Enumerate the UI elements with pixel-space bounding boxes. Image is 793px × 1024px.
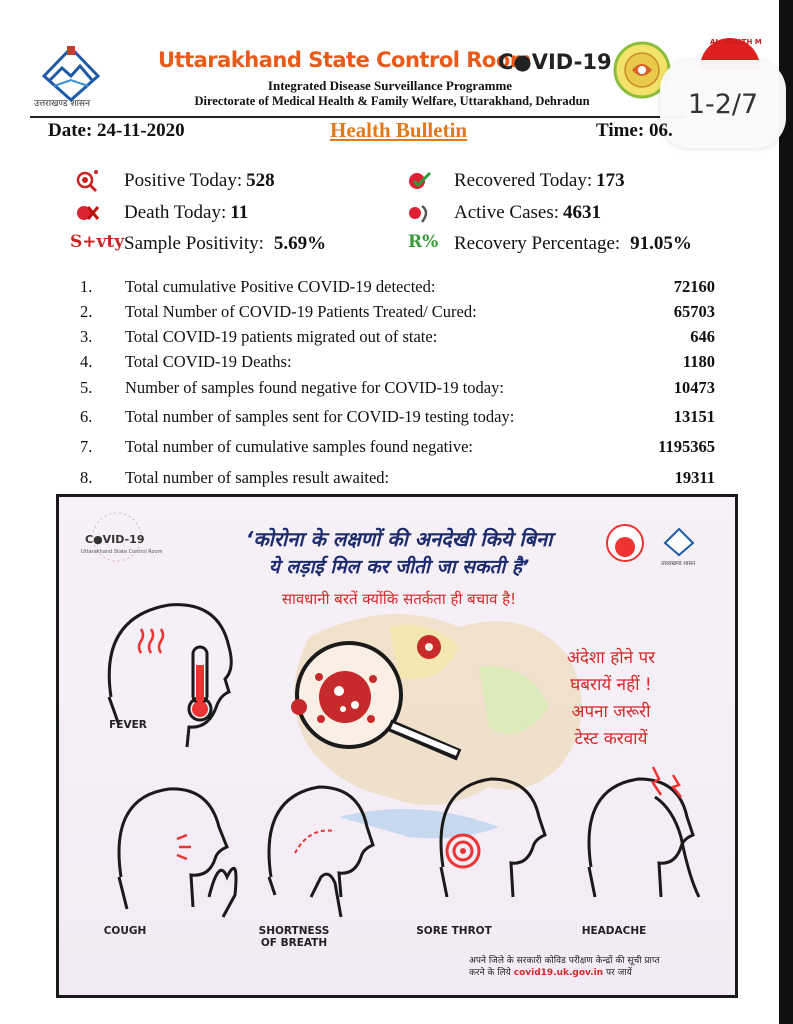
list-value: 10473 <box>673 378 715 397</box>
footer-line <box>469 967 719 979</box>
virus-check-icon <box>406 168 432 194</box>
symptom-shortness-line: OF BREATH <box>260 937 328 949</box>
bulletin-header <box>30 30 770 116</box>
active-label: Active Cases: <box>454 202 560 223</box>
recovered-today <box>454 168 625 194</box>
virus-magnifier-icon <box>74 168 100 194</box>
list-value: 72160 <box>673 277 715 296</box>
symptom-headache: HEADACHE <box>581 925 647 937</box>
list-value: 646 <box>690 327 715 346</box>
right-edge-bar <box>779 0 793 1024</box>
list-item <box>80 378 715 402</box>
symptom-cough: COUGH <box>103 925 147 937</box>
poster-badge-sub: Uttarakhand State Control Room <box>81 549 163 555</box>
poster-covid-badge: C●VID-19 <box>85 533 145 546</box>
breath-head-icon <box>269 787 373 917</box>
side-msg-line: घबरायें नहीं ! <box>570 675 652 695</box>
side-msg-line: अपना जरूरी <box>571 702 651 722</box>
recovered-value: 173 <box>596 170 625 191</box>
list-text: Total number of samples result awaited: <box>125 468 390 487</box>
cough-lines-icon <box>177 835 191 859</box>
death-today <box>124 200 248 226</box>
list-item <box>80 277 715 301</box>
recovery-label: Recovery Percentage: <box>454 233 621 254</box>
programme-name: Integrated Disease Surveillance Programme <box>267 78 513 93</box>
date-row <box>48 120 688 144</box>
list-item <box>80 352 715 376</box>
footer-url-link[interactable]: covid19.uk.gov.in <box>513 968 604 978</box>
sample-positivity-icon: S+vty <box>70 232 125 252</box>
list-value: 65703 <box>673 302 715 321</box>
death-value: 11 <box>230 202 249 223</box>
headache-head-icon <box>589 779 699 897</box>
awareness-poster <box>56 494 738 998</box>
footer-post: पर जायें <box>605 968 632 978</box>
breath-path-icon <box>295 830 335 853</box>
gov-caption: उत्तराखण्ड शासन <box>34 99 91 109</box>
footer-line: अपने जिले के सरकारी कोविड परीक्षण केन्द्रों की सूची प्राप्त <box>469 956 660 966</box>
positive-label: Positive Today: <box>124 170 243 191</box>
poster-headline-1: ‘कोरोना के लक्षणों की अनदेखी किये बिना <box>245 527 553 551</box>
recovery-value: 91.05% <box>630 233 692 254</box>
list-number: 8. <box>80 468 93 487</box>
side-msg-line: टेस्ट करवायें <box>574 729 648 749</box>
sore-throat-head-icon <box>441 779 545 897</box>
list-number: 7. <box>80 437 93 456</box>
list-number: 4. <box>80 352 93 371</box>
positive-today <box>124 168 275 194</box>
poster-gov-caption: उत्तराखण्ड शासन <box>661 561 696 567</box>
side-msg-line: अंदेशा होने पर <box>566 648 656 668</box>
list-text: Total COVID-19 Deaths: <box>125 352 292 371</box>
recovery-percentage-icon: R% <box>408 232 439 252</box>
sample-label: Sample Positivity: <box>124 233 264 254</box>
active-cases <box>454 200 601 226</box>
control-room-title: Uttarakhand State Control Room <box>158 48 532 72</box>
list-item <box>80 437 715 461</box>
poster-tagline: सावधानी बरतें क्योंकि सतर्कता ही बचाव है! <box>281 590 517 608</box>
list-text: Total Number of COVID-19 Patients Treated/ Cured: <box>125 302 477 321</box>
list-text: Total number of samples sent for COVID-19 testing today: <box>125 407 515 426</box>
death-label: Death Today: <box>124 202 227 223</box>
list-number: 6. <box>80 407 93 426</box>
list-text: Total number of cumulative samples found negative: <box>125 437 473 456</box>
heat-waves-icon <box>139 629 163 653</box>
list-value: 1195365 <box>658 437 715 456</box>
bulletin-heading: Health Bulletin <box>330 118 468 142</box>
positive-value: 528 <box>246 170 275 191</box>
poster-headline-2: ये लड़ाई मिल कर जीती जा सकती है’ <box>268 556 530 578</box>
list-text: Total COVID-19 patients migrated out of state: <box>125 327 438 346</box>
bulletin-time: Time: 06. <box>596 120 673 141</box>
nhm-arc-text: AL HEALTH M <box>710 38 762 46</box>
symptom-sore-throat: SORE THROT <box>416 925 492 937</box>
cough-head-icon <box>119 789 236 917</box>
virus-active-icon <box>406 200 432 226</box>
recovered-label: Recovered Today: <box>454 170 593 191</box>
sample-value: 5.69% <box>273 233 327 254</box>
list-number: 2. <box>80 302 93 321</box>
symptom-shortness-line: SHORTNESS <box>258 925 330 937</box>
footer-pre: करने के लिये <box>469 968 511 978</box>
list-text: Number of samples found negative for COVID-19 today: <box>125 378 504 397</box>
list-number: 1. <box>80 277 93 296</box>
thermometer-fill <box>196 665 204 701</box>
poster-side-message <box>531 645 691 753</box>
list-item <box>80 302 715 326</box>
sample-positivity <box>124 231 326 257</box>
list-number: 5. <box>80 378 93 397</box>
list-text: Total cumulative Positive COVID-19 detected: <box>125 277 436 296</box>
covid-label: C●VID-19 <box>498 50 612 74</box>
bulletin-date: Date: 24-11-2020 <box>48 120 185 141</box>
poster-footer <box>469 955 719 979</box>
list-value: 19311 <box>674 468 715 487</box>
list-item <box>80 468 715 492</box>
list-value: 13151 <box>673 407 715 426</box>
list-value: 1180 <box>682 352 715 371</box>
gov-poster-logo-icon <box>665 529 693 555</box>
virus-cross-icon <box>74 200 100 226</box>
page-indicator: 1-2/7 <box>660 60 786 148</box>
symptom-fever: FEVER <box>109 719 147 731</box>
list-item <box>80 407 715 431</box>
list-number: 3. <box>80 327 93 346</box>
active-value: 4631 <box>563 202 602 223</box>
top-strip <box>0 0 793 22</box>
symptom-shortness <box>249 925 339 949</box>
recovery-percentage <box>454 231 692 257</box>
directorate-name: Directorate of Medical Health & Family Welfare, Uttarakhand, Dehradun <box>194 94 590 108</box>
list-item <box>80 327 715 351</box>
